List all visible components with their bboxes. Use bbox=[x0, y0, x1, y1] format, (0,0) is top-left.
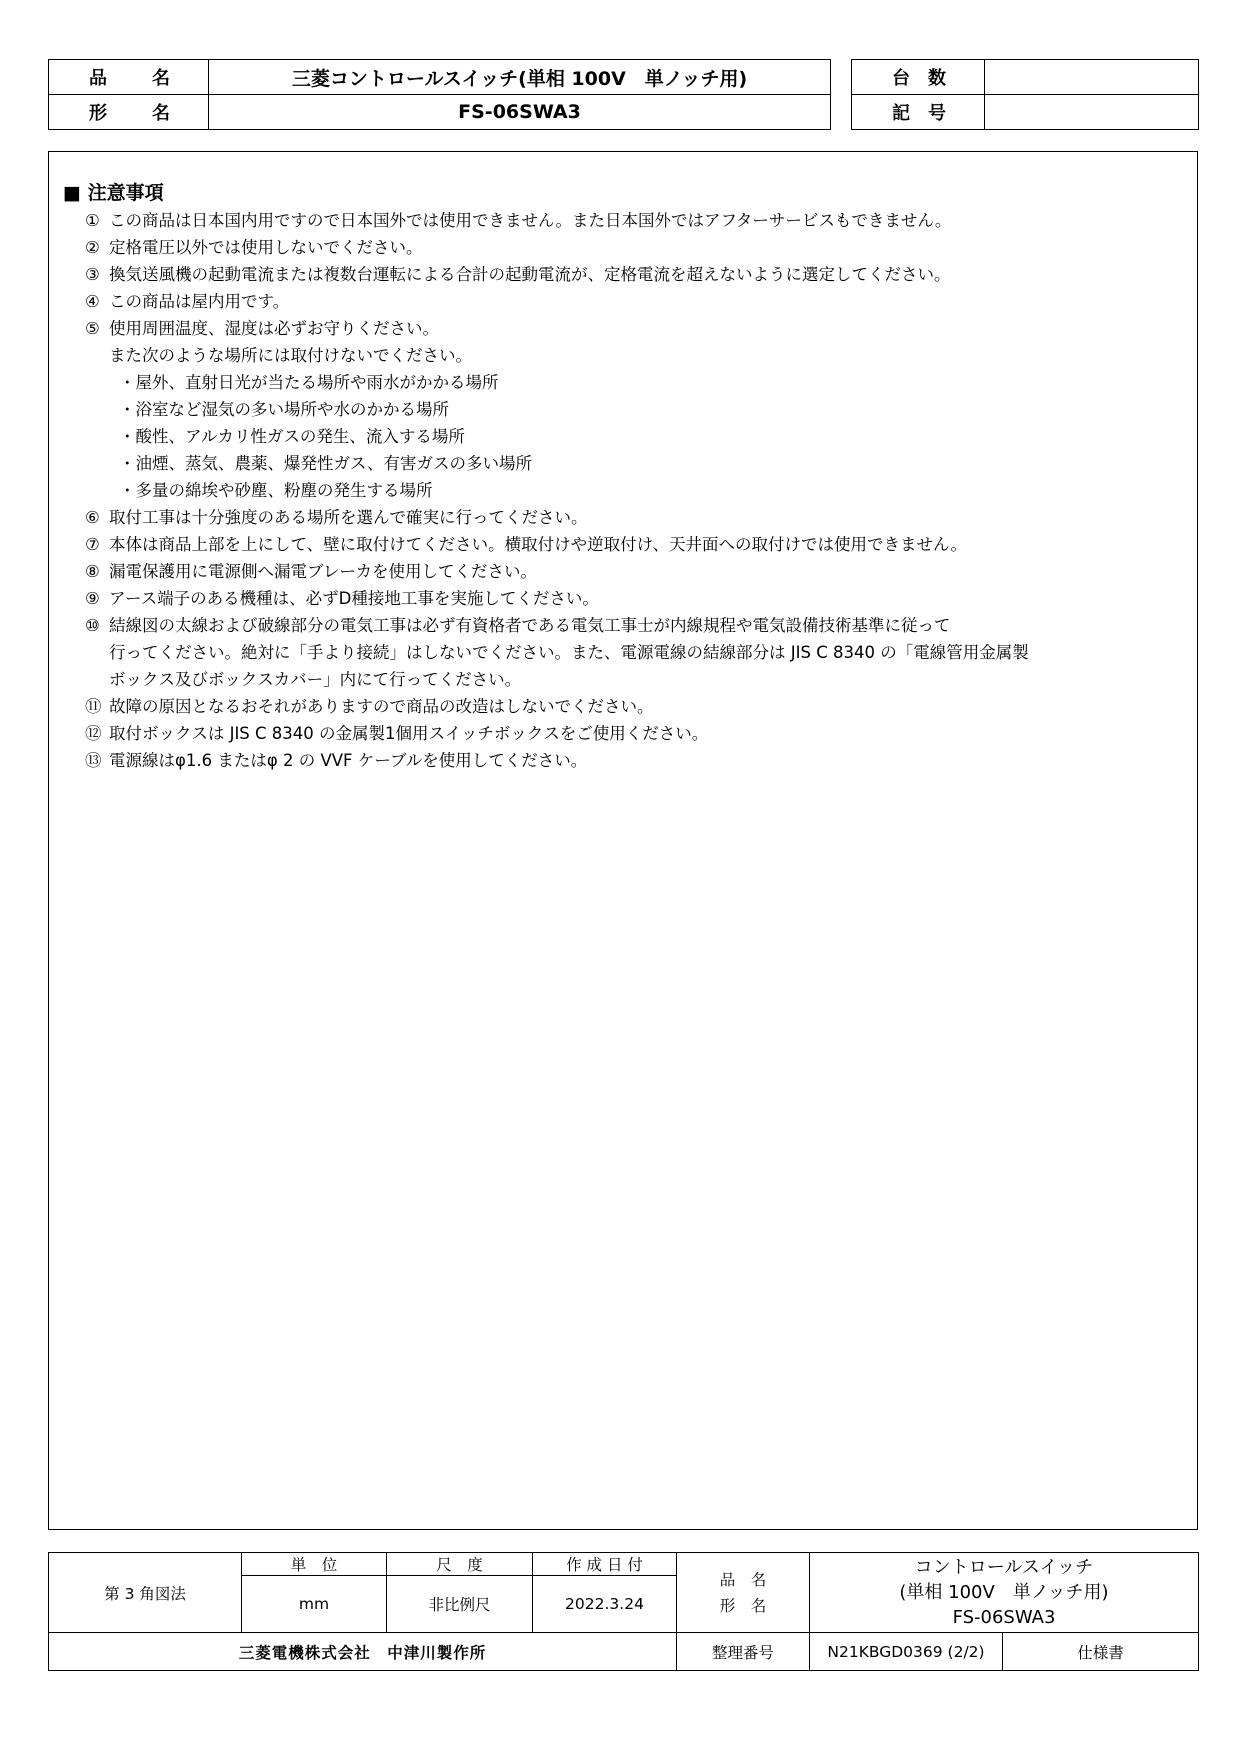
note-text: ボックス及びボックスカバー」内にて行ってください。 bbox=[109, 670, 522, 689]
doc-type: 仕様書 bbox=[1003, 1633, 1199, 1671]
note-item bbox=[85, 288, 1187, 315]
summary-line-3: FS-06SWA3 bbox=[952, 1607, 1056, 1628]
note-item bbox=[85, 747, 1187, 774]
note-item bbox=[85, 315, 1187, 504]
quantity-value bbox=[985, 60, 1199, 95]
note-text: 故障の原因となるおそれがありますので商品の改造はしないでください。 bbox=[109, 697, 654, 716]
scale-value: 非比例尺 bbox=[387, 1576, 533, 1633]
note-item bbox=[85, 612, 1187, 693]
symbol-label: 記 号 bbox=[852, 95, 985, 130]
note-item bbox=[85, 558, 1187, 585]
note-number: ⑥ bbox=[85, 508, 100, 527]
product-name: 三菱コントロールスイッチ(単相 100V 単ノッチ用) bbox=[209, 60, 831, 95]
note-item bbox=[85, 531, 1187, 558]
note-number: ① bbox=[85, 211, 100, 230]
unit-value: mm bbox=[242, 1576, 387, 1633]
note-sub-item: ・浴室など湿気の多い場所や水のかかる場所 bbox=[119, 400, 449, 419]
unit-label: 単 位 bbox=[242, 1553, 387, 1576]
date-label: 作 成 日 付 bbox=[533, 1553, 677, 1576]
note-number: ④ bbox=[85, 292, 100, 311]
ref-value: N21KBGD0369 (2/2) bbox=[810, 1633, 1003, 1671]
note-number: ⑫ bbox=[85, 724, 102, 743]
note-text: 使用周囲温度、湿度は必ずお守りください。 bbox=[109, 319, 439, 338]
note-number: ⑨ bbox=[85, 589, 100, 608]
note-item bbox=[85, 693, 1187, 720]
notes-list bbox=[85, 207, 1187, 774]
name-label-2: 形 名 bbox=[719, 1596, 767, 1615]
model-number: FS-06SWA3 bbox=[209, 95, 831, 130]
product-summary bbox=[810, 1553, 1199, 1633]
note-number: ⑪ bbox=[85, 697, 102, 716]
note-text: この商品は屋内用です。 bbox=[109, 292, 290, 311]
note-number: ⑧ bbox=[85, 562, 100, 581]
note-text: 漏電保護用に電源側へ漏電ブレーカを使用してください。 bbox=[109, 562, 538, 581]
note-item bbox=[85, 504, 1187, 531]
note-text: 換気送風機の起動電流または複数台運転による合計の起動電流が、定格電流を超えないように選定してください。 bbox=[109, 265, 951, 284]
note-number: ⑦ bbox=[85, 535, 100, 554]
title-block bbox=[48, 1552, 1199, 1671]
note-text: この商品は日本国内用ですので日本国外では使用できません。また日本国外ではアフターサービスもできません。 bbox=[109, 211, 952, 230]
note-item bbox=[85, 207, 1187, 234]
scale-label: 尺 度 bbox=[387, 1553, 533, 1576]
note-number: ③ bbox=[85, 265, 100, 284]
note-sub-item: ・油煙、蒸気、農薬、爆発性ガス、有害ガスの多い場所 bbox=[119, 454, 532, 473]
note-item bbox=[85, 585, 1187, 612]
quantity-label: 台 数 bbox=[852, 60, 985, 95]
notes-box bbox=[48, 151, 1198, 1530]
note-sub-item: ・多量の綿埃や砂塵、粉塵の発生する場所 bbox=[119, 481, 433, 500]
header-product-table bbox=[48, 59, 831, 130]
note-text: 取付工事は十分強度のある場所を選んで確実に行ってください。 bbox=[109, 508, 588, 527]
projection-method: 第 3 角図法 bbox=[49, 1553, 242, 1633]
note-text: 電源線はφ1.6 またはφ 2 の VVF ケーブルを使用してください。 bbox=[109, 751, 588, 770]
model-label: 形 名 bbox=[49, 95, 209, 130]
header-quantity-table bbox=[851, 59, 1199, 130]
note-sub-item: ・酸性、アルカリ性ガスの発生、流入する場所 bbox=[119, 427, 465, 446]
note-sub-item: ・屋外、直射日光が当たる場所や雨水がかかる場所 bbox=[119, 373, 499, 392]
note-text: 結線図の太線および破線部分の電気工事は必ず有資格者である電気工事士が内線規程や電気設備技術基準に従って bbox=[109, 616, 951, 635]
note-item bbox=[85, 234, 1187, 261]
note-text: 本体は商品上部を上にして、壁に取付けてください。横取付けや逆取付け、天井面への取付けでは使用できません。 bbox=[109, 535, 967, 554]
note-text: 取付ボックスは JIS C 8340 の金属製1個用スイッチボックスをご使用ください。 bbox=[109, 724, 709, 743]
note-item bbox=[85, 720, 1187, 747]
company-name: 三菱電機株式会社 中津川製作所 bbox=[49, 1633, 677, 1671]
name-labels bbox=[677, 1553, 810, 1633]
ref-label: 整理番号 bbox=[677, 1633, 810, 1671]
product-name-label: 品 名 bbox=[49, 60, 209, 95]
note-text: アース端子のある機種は、必ずD種接地工事を実施してください。 bbox=[109, 589, 599, 608]
note-number: ⑩ bbox=[85, 616, 100, 635]
notes-heading: ■ 注意事項 bbox=[63, 182, 164, 204]
symbol-value bbox=[985, 95, 1199, 130]
note-item bbox=[85, 261, 1187, 288]
summary-line-1: コントロールスイッチ bbox=[914, 1557, 1094, 1578]
name-label-1: 品 名 bbox=[719, 1570, 767, 1589]
note-text: 行ってください。絶対に「手より接続」はしないでください。また、電源電線の結線部分は JIS C 8340 の「電線管用金属製 bbox=[109, 643, 1029, 662]
note-number: ⑬ bbox=[85, 751, 102, 770]
summary-line-2: (単相 100V 単ノッチ用) bbox=[899, 1582, 1109, 1603]
note-number: ② bbox=[85, 238, 100, 257]
note-text: 定格電圧以外では使用しないでください。 bbox=[109, 238, 423, 257]
date-value: 2022.3.24 bbox=[533, 1576, 677, 1633]
note-number: ⑤ bbox=[85, 319, 100, 338]
note-sub-intro: また次のような場所には取付けないでください。 bbox=[109, 346, 472, 365]
